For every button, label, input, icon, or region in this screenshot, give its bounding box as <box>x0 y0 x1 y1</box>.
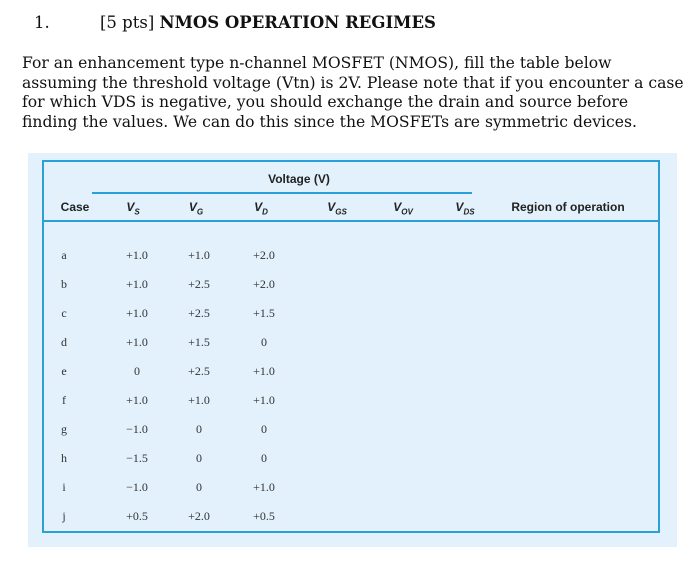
header-vs: $V_S$ <box>126 200 140 217</box>
cell-vs: +1.0 <box>126 248 148 262</box>
cell-vd: 0 <box>261 335 267 349</box>
cell-case: e <box>61 364 67 378</box>
cell-vd: +1.0 <box>253 393 275 407</box>
points: [5 pts] <box>100 13 155 32</box>
title-text: NMOS OPERATION REGIMES <box>159 13 436 32</box>
header-vov: $V_{OV}$ <box>393 200 413 217</box>
cell-vs: +0.5 <box>126 509 148 523</box>
header-case: Case <box>60 200 90 214</box>
group-divider <box>92 192 472 194</box>
cell-vg: 0 <box>196 451 202 465</box>
cell-vd: +1.5 <box>253 306 275 320</box>
cell-vd: +2.0 <box>253 277 275 291</box>
cell-vd: +0.5 <box>253 509 275 523</box>
question-number: 1. <box>34 13 50 32</box>
cell-vg: +1.0 <box>188 393 210 407</box>
cell-case: d <box>61 335 67 349</box>
header-vg: $V_G$ <box>188 200 204 217</box>
cell-vs: +1.0 <box>126 306 148 320</box>
cell-vg: +1.5 <box>188 335 210 349</box>
cell-vd: +2.0 <box>253 248 275 262</box>
header-divider <box>42 220 660 222</box>
header-vgs: $V_{GS}$ <box>327 200 347 217</box>
cell-case: g <box>61 422 67 436</box>
cell-vs: 0 <box>134 364 140 378</box>
cell-case: f <box>62 393 66 407</box>
question-title <box>100 13 436 32</box>
cell-case: i <box>62 480 66 494</box>
instructions-paragraph: For an enhancement type n-channel MOSFET (NMOS), fill the table below assuming the threshold voltage (Vtn) is 2V. Please note that if you encounter a case for which VDS is negative, you should exchange the drain and source before finding the values. We can do this since the MOSFETs are symmetric devices. <box>22 54 684 131</box>
cell-vs: −1.0 <box>126 480 148 494</box>
cell-vg: +2.0 <box>188 509 210 523</box>
header-region: Region of operation <box>511 200 625 214</box>
cell-vd: +1.0 <box>253 364 275 378</box>
cell-vg: +2.5 <box>188 364 210 378</box>
cell-case: b <box>61 277 67 291</box>
cell-vg: +2.5 <box>188 306 210 320</box>
header-vds: $V_{DS}$ <box>455 200 475 217</box>
cell-vs: +1.0 <box>126 393 148 407</box>
header-vd: $V_D$ <box>254 200 268 217</box>
cell-vg: +1.0 <box>188 248 210 262</box>
cell-case: h <box>61 451 67 465</box>
cell-vg: +2.5 <box>188 277 210 291</box>
cell-case: j <box>62 509 66 523</box>
cell-vg: 0 <box>196 422 202 436</box>
cell-case: c <box>61 306 67 320</box>
cell-vd: 0 <box>261 422 267 436</box>
cell-vs: −1.0 <box>126 422 148 436</box>
voltage-group-header: Voltage (V) <box>268 172 330 186</box>
cell-vd: 0 <box>261 451 267 465</box>
cell-case: a <box>61 248 67 262</box>
cell-vs: +1.0 <box>126 335 148 349</box>
cell-vd: +1.0 <box>253 480 275 494</box>
cell-vs: −1.5 <box>126 451 148 465</box>
cell-vg: 0 <box>196 480 202 494</box>
cell-vs: +1.0 <box>126 277 148 291</box>
